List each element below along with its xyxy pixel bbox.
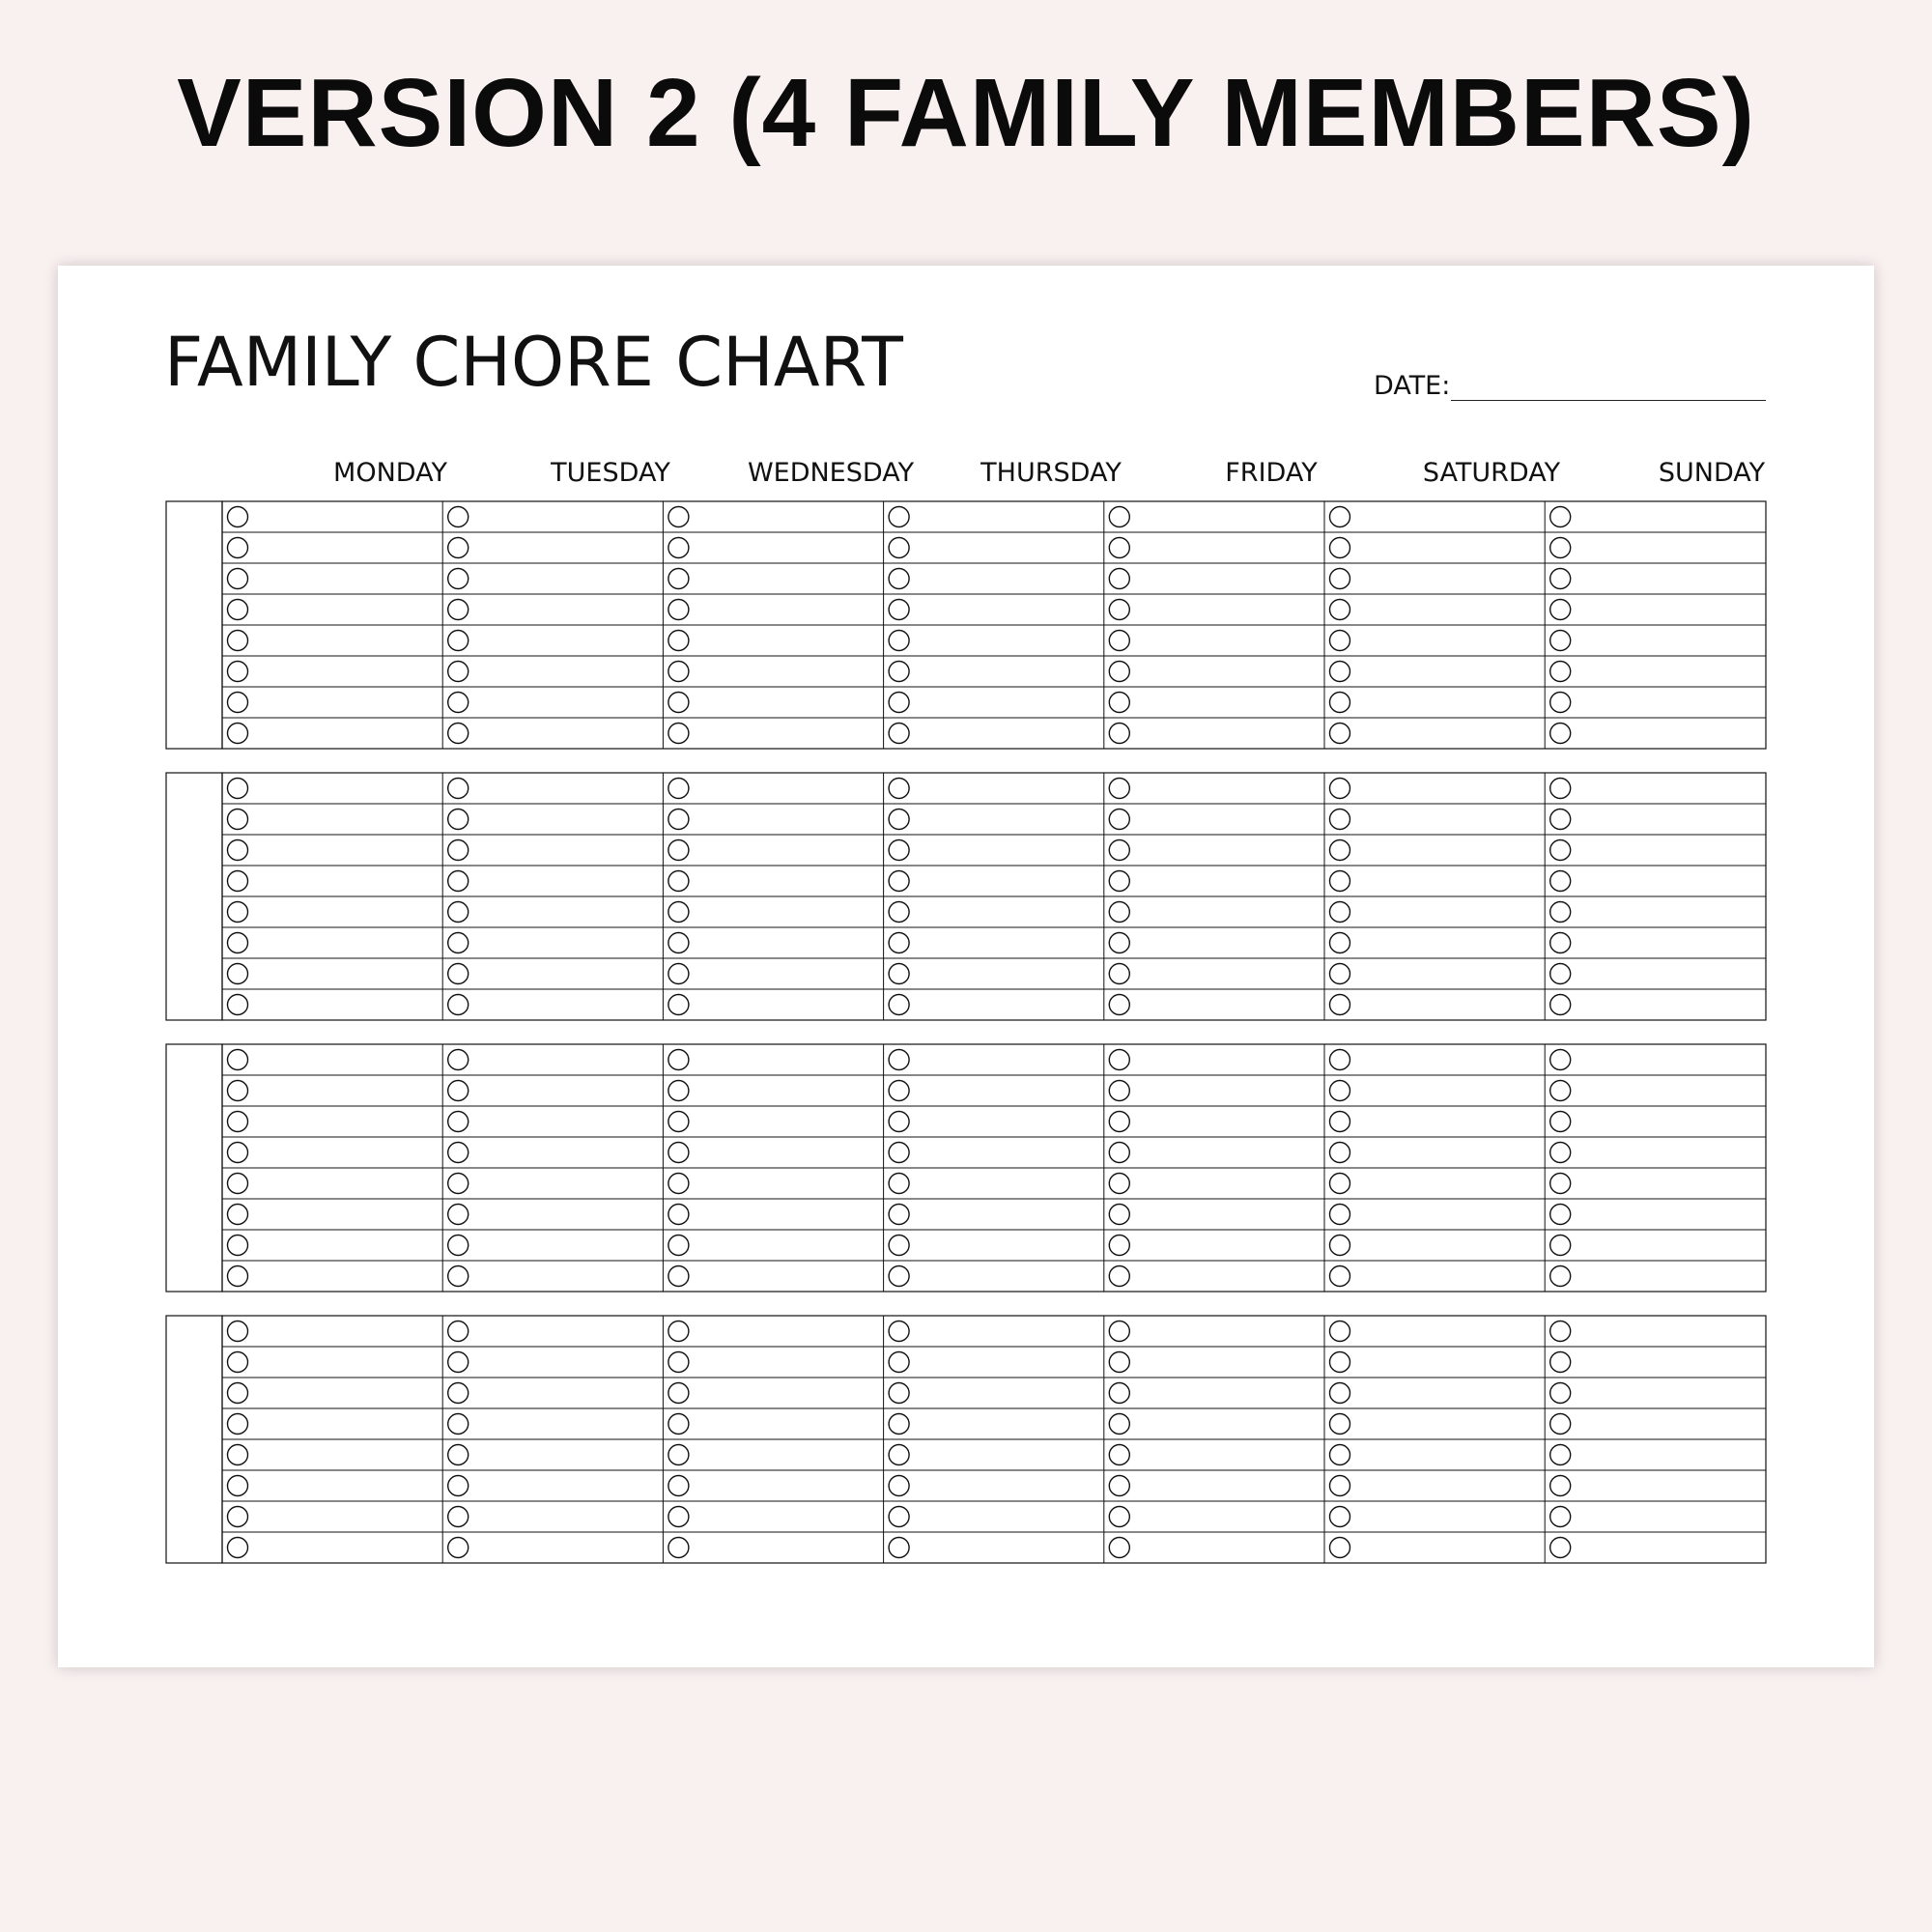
chore-checkbox-circle[interactable] xyxy=(228,1112,248,1132)
chore-checkbox-circle[interactable] xyxy=(1109,1143,1129,1163)
chore-checkbox-circle[interactable] xyxy=(889,631,909,651)
chore-checkbox-circle[interactable] xyxy=(668,1321,689,1342)
chore-checkbox-circle[interactable] xyxy=(1109,1236,1129,1256)
chore-checkbox-circle[interactable] xyxy=(228,507,248,527)
chore-checkbox-circle[interactable] xyxy=(889,995,909,1015)
chore-checkbox-circle[interactable] xyxy=(1330,902,1350,923)
chore-checkbox-circle[interactable] xyxy=(228,1321,248,1342)
chore-chart-sheet xyxy=(58,266,1874,1667)
chore-checkbox-circle[interactable] xyxy=(1330,662,1350,682)
chore-checkbox-circle[interactable] xyxy=(228,1476,248,1496)
chore-checkbox-circle[interactable] xyxy=(1550,569,1571,589)
chore-checkbox-circle[interactable] xyxy=(228,1143,248,1163)
chore-checkbox-circle[interactable] xyxy=(1550,902,1571,923)
chore-checkbox-circle[interactable] xyxy=(889,569,909,589)
chore-checkbox-circle[interactable] xyxy=(1330,840,1350,861)
chore-checkbox-circle[interactable] xyxy=(889,1205,909,1225)
chore-checkbox-circle[interactable] xyxy=(448,1266,469,1287)
chore-checkbox-circle[interactable] xyxy=(228,871,248,892)
member-name-cell[interactable] xyxy=(166,1316,222,1563)
chore-checkbox-circle[interactable] xyxy=(889,600,909,620)
chore-checkbox-circle[interactable] xyxy=(1330,933,1350,953)
chore-checkbox-circle[interactable] xyxy=(228,1352,248,1373)
chore-checkbox-circle[interactable] xyxy=(1550,964,1571,984)
chore-checkbox-circle[interactable] xyxy=(668,1445,689,1465)
member-name-cell[interactable] xyxy=(166,1044,222,1292)
chore-checkbox-circle[interactable] xyxy=(228,810,248,830)
chore-checkbox-circle[interactable] xyxy=(228,569,248,589)
chore-checkbox-circle[interactable] xyxy=(448,840,469,861)
chore-checkbox-circle[interactable] xyxy=(889,1507,909,1527)
chore-checkbox-circle[interactable] xyxy=(448,662,469,682)
chore-checkbox-circle[interactable] xyxy=(1330,810,1350,830)
chore-checkbox-circle[interactable] xyxy=(448,693,469,713)
day-header-thursday: THURSDAY xyxy=(980,458,1122,488)
chore-checkbox-circle[interactable] xyxy=(1109,569,1129,589)
chore-checkbox-circle[interactable] xyxy=(228,1507,248,1527)
chore-checkbox-circle[interactable] xyxy=(1550,1352,1571,1373)
chore-checkbox-circle[interactable] xyxy=(448,1538,469,1558)
chore-checkbox-circle[interactable] xyxy=(668,507,689,527)
chore-checkbox-circle[interactable] xyxy=(1550,1476,1571,1496)
chore-checkbox-circle[interactable] xyxy=(1330,538,1350,558)
chore-checkbox-circle[interactable] xyxy=(1109,902,1129,923)
chore-checkbox-circle[interactable] xyxy=(889,1143,909,1163)
chore-checkbox-circle[interactable] xyxy=(448,902,469,923)
member-name-cell[interactable] xyxy=(166,773,222,1020)
chore-checkbox-circle[interactable] xyxy=(1550,1507,1571,1527)
chore-checkbox-circle[interactable] xyxy=(1330,1143,1350,1163)
chore-checkbox-circle[interactable] xyxy=(1109,964,1129,984)
chore-checkbox-circle[interactable] xyxy=(1109,1414,1129,1435)
chore-checkbox-circle[interactable] xyxy=(228,964,248,984)
chore-checkbox-circle[interactable] xyxy=(668,1112,689,1132)
chore-checkbox-circle[interactable] xyxy=(228,1445,248,1465)
chore-checkbox-circle[interactable] xyxy=(668,902,689,923)
chore-checkbox-circle[interactable] xyxy=(889,1321,909,1342)
chore-checkbox-circle[interactable] xyxy=(448,1236,469,1256)
chore-checkbox-circle[interactable] xyxy=(1330,871,1350,892)
chore-checkbox-circle[interactable] xyxy=(889,1081,909,1101)
chore-checkbox-circle[interactable] xyxy=(668,964,689,984)
chore-checkbox-circle[interactable] xyxy=(889,1383,909,1404)
member-section-4 xyxy=(166,1316,1766,1563)
chore-checkbox-circle[interactable] xyxy=(889,693,909,713)
chore-checkbox-circle[interactable] xyxy=(228,662,248,682)
chore-checkbox-circle[interactable] xyxy=(1550,1538,1571,1558)
chore-checkbox-circle[interactable] xyxy=(1109,1445,1129,1465)
member-section-3 xyxy=(166,1044,1766,1292)
chore-checkbox-circle[interactable] xyxy=(228,1414,248,1435)
chore-checkbox-circle[interactable] xyxy=(1550,538,1571,558)
chore-checkbox-circle[interactable] xyxy=(448,1143,469,1163)
chore-checkbox-circle[interactable] xyxy=(889,779,909,799)
chore-checkbox-circle[interactable] xyxy=(668,1236,689,1256)
chore-checkbox-circle[interactable] xyxy=(1550,995,1571,1015)
chore-checkbox-circle[interactable] xyxy=(1109,1476,1129,1496)
chore-checkbox-circle[interactable] xyxy=(889,1050,909,1070)
chore-checkbox-circle[interactable] xyxy=(1330,1383,1350,1404)
chore-checkbox-circle[interactable] xyxy=(889,1266,909,1287)
chore-checkbox-circle[interactable] xyxy=(448,1050,469,1070)
chore-checkbox-circle[interactable] xyxy=(1109,1352,1129,1373)
chore-checkbox-circle[interactable] xyxy=(1330,1050,1350,1070)
chore-checkbox-circle[interactable] xyxy=(889,840,909,861)
chore-checkbox-circle[interactable] xyxy=(448,600,469,620)
chore-checkbox-circle[interactable] xyxy=(1109,1112,1129,1132)
chore-checkbox-circle[interactable] xyxy=(1550,779,1571,799)
chore-checkbox-circle[interactable] xyxy=(668,1266,689,1287)
chore-checkbox-circle[interactable] xyxy=(1109,631,1129,651)
chore-checkbox-circle[interactable] xyxy=(668,1383,689,1404)
chore-checkbox-circle[interactable] xyxy=(889,964,909,984)
chore-checkbox-circle[interactable] xyxy=(1550,1081,1571,1101)
chore-checkbox-circle[interactable] xyxy=(1330,964,1350,984)
chore-checkbox-circle[interactable] xyxy=(889,1236,909,1256)
chore-checkbox-circle[interactable] xyxy=(448,1081,469,1101)
chore-checkbox-circle[interactable] xyxy=(1330,1414,1350,1435)
chore-checkbox-circle[interactable] xyxy=(1109,1321,1129,1342)
chore-checkbox-circle[interactable] xyxy=(448,538,469,558)
member-section-1 xyxy=(166,501,1766,749)
chore-checkbox-circle[interactable] xyxy=(668,569,689,589)
chore-checkbox-circle[interactable] xyxy=(1330,693,1350,713)
chore-checkbox-circle[interactable] xyxy=(448,1205,469,1225)
chore-checkbox-circle[interactable] xyxy=(668,1143,689,1163)
chore-checkbox-circle[interactable] xyxy=(668,933,689,953)
chore-checkbox-circle[interactable] xyxy=(1550,1112,1571,1132)
chore-checkbox-circle[interactable] xyxy=(1330,1538,1350,1558)
chore-checkbox-circle[interactable] xyxy=(448,1352,469,1373)
chore-checkbox-circle[interactable] xyxy=(1330,995,1350,1015)
chore-checkbox-circle[interactable] xyxy=(1550,810,1571,830)
chore-checkbox-circle[interactable] xyxy=(1330,507,1350,527)
chore-checkbox-circle[interactable] xyxy=(1550,507,1571,527)
chore-checkbox-circle[interactable] xyxy=(1550,840,1571,861)
chore-checkbox-circle[interactable] xyxy=(889,1352,909,1373)
chore-checkbox-circle[interactable] xyxy=(1109,933,1129,953)
chore-checkbox-circle[interactable] xyxy=(668,1050,689,1070)
chore-checkbox-circle[interactable] xyxy=(1330,1081,1350,1101)
chore-checkbox-circle[interactable] xyxy=(1550,1205,1571,1225)
chore-checkbox-circle[interactable] xyxy=(1109,600,1129,620)
chore-checkbox-circle[interactable] xyxy=(1330,569,1350,589)
banner-title: VERSION 2 (4 FAMILY MEMBERS) xyxy=(177,59,1755,167)
chore-checkbox-circle[interactable] xyxy=(668,779,689,799)
chore-checkbox-circle[interactable] xyxy=(889,1476,909,1496)
chore-checkbox-circle[interactable] xyxy=(889,1174,909,1194)
chore-checkbox-circle[interactable] xyxy=(228,600,248,620)
member-section-2 xyxy=(166,773,1766,1020)
chore-checkbox-circle[interactable] xyxy=(668,1414,689,1435)
chore-checkbox-circle[interactable] xyxy=(1550,600,1571,620)
day-header-saturday: SATURDAY xyxy=(1422,458,1561,488)
chore-checkbox-circle[interactable] xyxy=(448,631,469,651)
chore-checkbox-circle[interactable] xyxy=(448,507,469,527)
chore-checkbox-circle[interactable] xyxy=(889,902,909,923)
chore-checkbox-circle[interactable] xyxy=(448,1414,469,1435)
chore-checkbox-circle[interactable] xyxy=(228,724,248,744)
chore-checkbox-circle[interactable] xyxy=(448,995,469,1015)
chore-checkbox-circle[interactable] xyxy=(889,662,909,682)
chore-checkbox-circle[interactable] xyxy=(668,1174,689,1194)
chore-checkbox-circle[interactable] xyxy=(668,1507,689,1527)
chore-checkbox-circle[interactable] xyxy=(448,964,469,984)
chore-checkbox-circle[interactable] xyxy=(1550,631,1571,651)
chore-checkbox-circle[interactable] xyxy=(668,840,689,861)
chore-checkbox-circle[interactable] xyxy=(448,724,469,744)
chore-checkbox-circle[interactable] xyxy=(228,1538,248,1558)
chore-checkbox-circle[interactable] xyxy=(889,1414,909,1435)
chore-checkbox-circle[interactable] xyxy=(1109,871,1129,892)
chore-checkbox-circle[interactable] xyxy=(448,1445,469,1465)
chore-checkbox-circle[interactable] xyxy=(889,1538,909,1558)
chore-checkbox-circle[interactable] xyxy=(1109,1507,1129,1527)
date-label: DATE: xyxy=(1374,371,1451,401)
chore-checkbox-circle[interactable] xyxy=(448,871,469,892)
chore-checkbox-circle[interactable] xyxy=(1330,1174,1350,1194)
chore-checkbox-circle[interactable] xyxy=(889,507,909,527)
chore-checkbox-circle[interactable] xyxy=(668,1205,689,1225)
chore-checkbox-circle[interactable] xyxy=(668,1476,689,1496)
chore-checkbox-circle[interactable] xyxy=(1109,840,1129,861)
chore-checkbox-circle[interactable] xyxy=(1330,600,1350,620)
chore-checkbox-circle[interactable] xyxy=(228,995,248,1015)
chore-checkbox-circle[interactable] xyxy=(1109,1174,1129,1194)
day-header-tuesday: TUESDAY xyxy=(551,458,670,488)
chore-checkbox-circle[interactable] xyxy=(889,871,909,892)
chore-checkbox-circle[interactable] xyxy=(668,871,689,892)
chore-checkbox-circle[interactable] xyxy=(1330,1266,1350,1287)
chore-checkbox-circle[interactable] xyxy=(228,1266,248,1287)
chore-checkbox-circle[interactable] xyxy=(668,600,689,620)
chore-checkbox-circle[interactable] xyxy=(1550,724,1571,744)
chore-checkbox-circle[interactable] xyxy=(889,933,909,953)
chore-checkbox-circle[interactable] xyxy=(1330,1112,1350,1132)
chore-checkbox-circle[interactable] xyxy=(668,724,689,744)
chore-checkbox-circle[interactable] xyxy=(889,1445,909,1465)
chore-checkbox-circle[interactable] xyxy=(1109,1383,1129,1404)
chore-checkbox-circle[interactable] xyxy=(1109,662,1129,682)
chore-checkbox-circle[interactable] xyxy=(668,538,689,558)
chore-checkbox-circle[interactable] xyxy=(1550,693,1571,713)
chore-checkbox-circle[interactable] xyxy=(668,693,689,713)
chore-checkbox-circle[interactable] xyxy=(1550,1321,1571,1342)
day-header-friday: FRIDAY xyxy=(1225,458,1318,488)
chore-checkbox-circle[interactable] xyxy=(228,1383,248,1404)
chore-checkbox-circle[interactable] xyxy=(1109,693,1129,713)
chore-checkbox-circle[interactable] xyxy=(228,933,248,953)
chore-checkbox-circle[interactable] xyxy=(1330,1507,1350,1527)
chore-checkbox-circle[interactable] xyxy=(448,779,469,799)
chore-checkbox-circle[interactable] xyxy=(1550,1445,1571,1465)
chore-checkbox-circle[interactable] xyxy=(448,1383,469,1404)
chore-checkbox-circle[interactable] xyxy=(1109,1266,1129,1287)
chore-checkbox-circle[interactable] xyxy=(448,933,469,953)
day-header-monday: MONDAY xyxy=(333,458,447,488)
chore-checkbox-circle[interactable] xyxy=(1330,1352,1350,1373)
chore-checkbox-circle[interactable] xyxy=(1330,1321,1350,1342)
chore-checkbox-circle[interactable] xyxy=(1330,724,1350,744)
chore-checkbox-circle[interactable] xyxy=(1109,1050,1129,1070)
chore-checkbox-circle[interactable] xyxy=(1109,1538,1129,1558)
chore-checkbox-circle[interactable] xyxy=(1330,1445,1350,1465)
chore-checkbox-circle[interactable] xyxy=(668,995,689,1015)
chore-checkbox-circle[interactable] xyxy=(1330,1205,1350,1225)
chore-checkbox-circle[interactable] xyxy=(448,1112,469,1132)
chore-checkbox-circle[interactable] xyxy=(1550,1266,1571,1287)
chore-checkbox-circle[interactable] xyxy=(668,1352,689,1373)
chore-checkbox-circle[interactable] xyxy=(1109,1081,1129,1101)
chore-checkbox-circle[interactable] xyxy=(668,1081,689,1101)
chore-checkbox-circle[interactable] xyxy=(1550,1414,1571,1435)
chore-checkbox-circle[interactable] xyxy=(228,1174,248,1194)
chore-checkbox-circle[interactable] xyxy=(228,1050,248,1070)
chore-checkbox-circle[interactable] xyxy=(1109,779,1129,799)
chore-checkbox-circle[interactable] xyxy=(448,1507,469,1527)
chore-checkbox-circle[interactable] xyxy=(1109,810,1129,830)
chore-checkbox-circle[interactable] xyxy=(448,1321,469,1342)
chore-checkbox-circle[interactable] xyxy=(1109,1205,1129,1225)
chore-checkbox-circle[interactable] xyxy=(448,1174,469,1194)
chore-checkbox-circle[interactable] xyxy=(668,631,689,651)
chore-checkbox-circle[interactable] xyxy=(889,538,909,558)
chore-checkbox-circle[interactable] xyxy=(668,1538,689,1558)
chore-checkbox-circle[interactable] xyxy=(228,779,248,799)
chore-checkbox-circle[interactable] xyxy=(1330,631,1350,651)
chore-checkbox-circle[interactable] xyxy=(448,1476,469,1496)
chore-checkbox-circle[interactable] xyxy=(228,902,248,923)
member-name-cell[interactable] xyxy=(166,501,222,749)
chore-checkbox-circle[interactable] xyxy=(1330,1236,1350,1256)
chore-checkbox-circle[interactable] xyxy=(228,1205,248,1225)
chore-checkbox-circle[interactable] xyxy=(228,840,248,861)
chore-checkbox-circle[interactable] xyxy=(668,662,689,682)
chore-checkbox-circle[interactable] xyxy=(668,810,689,830)
chore-checkbox-circle[interactable] xyxy=(228,693,248,713)
chore-checkbox-circle[interactable] xyxy=(889,724,909,744)
chore-checkbox-circle[interactable] xyxy=(1109,538,1129,558)
chore-checkbox-circle[interactable] xyxy=(228,1236,248,1256)
chore-checkbox-circle[interactable] xyxy=(448,810,469,830)
chore-checkbox-circle[interactable] xyxy=(1550,1174,1571,1194)
chore-checkbox-circle[interactable] xyxy=(1550,662,1571,682)
chore-checkbox-circle[interactable] xyxy=(1550,933,1571,953)
chore-checkbox-circle[interactable] xyxy=(889,1112,909,1132)
chore-checkbox-circle[interactable] xyxy=(1109,995,1129,1015)
chore-checkbox-circle[interactable] xyxy=(1550,1143,1571,1163)
chore-checkbox-circle[interactable] xyxy=(889,810,909,830)
chore-checkbox-circle[interactable] xyxy=(1330,779,1350,799)
chore-checkbox-circle[interactable] xyxy=(1550,1236,1571,1256)
chore-checkbox-circle[interactable] xyxy=(228,631,248,651)
chore-checkbox-circle[interactable] xyxy=(448,569,469,589)
chore-checkbox-circle[interactable] xyxy=(1330,1476,1350,1496)
chore-checkbox-circle[interactable] xyxy=(1550,1383,1571,1404)
chart-title: FAMILY CHORE CHART xyxy=(164,323,903,402)
chore-checkbox-circle[interactable] xyxy=(1109,507,1129,527)
chore-checkbox-circle[interactable] xyxy=(1550,1050,1571,1070)
day-header-sunday: SUNDAY xyxy=(1658,458,1766,488)
chore-checkbox-circle[interactable] xyxy=(228,538,248,558)
chore-checkbox-circle[interactable] xyxy=(228,1081,248,1101)
chore-checkbox-circle[interactable] xyxy=(1109,724,1129,744)
chore-checkbox-circle[interactable] xyxy=(1550,871,1571,892)
day-header-wednesday: WEDNESDAY xyxy=(747,458,915,488)
chore-grid xyxy=(58,266,1874,1667)
